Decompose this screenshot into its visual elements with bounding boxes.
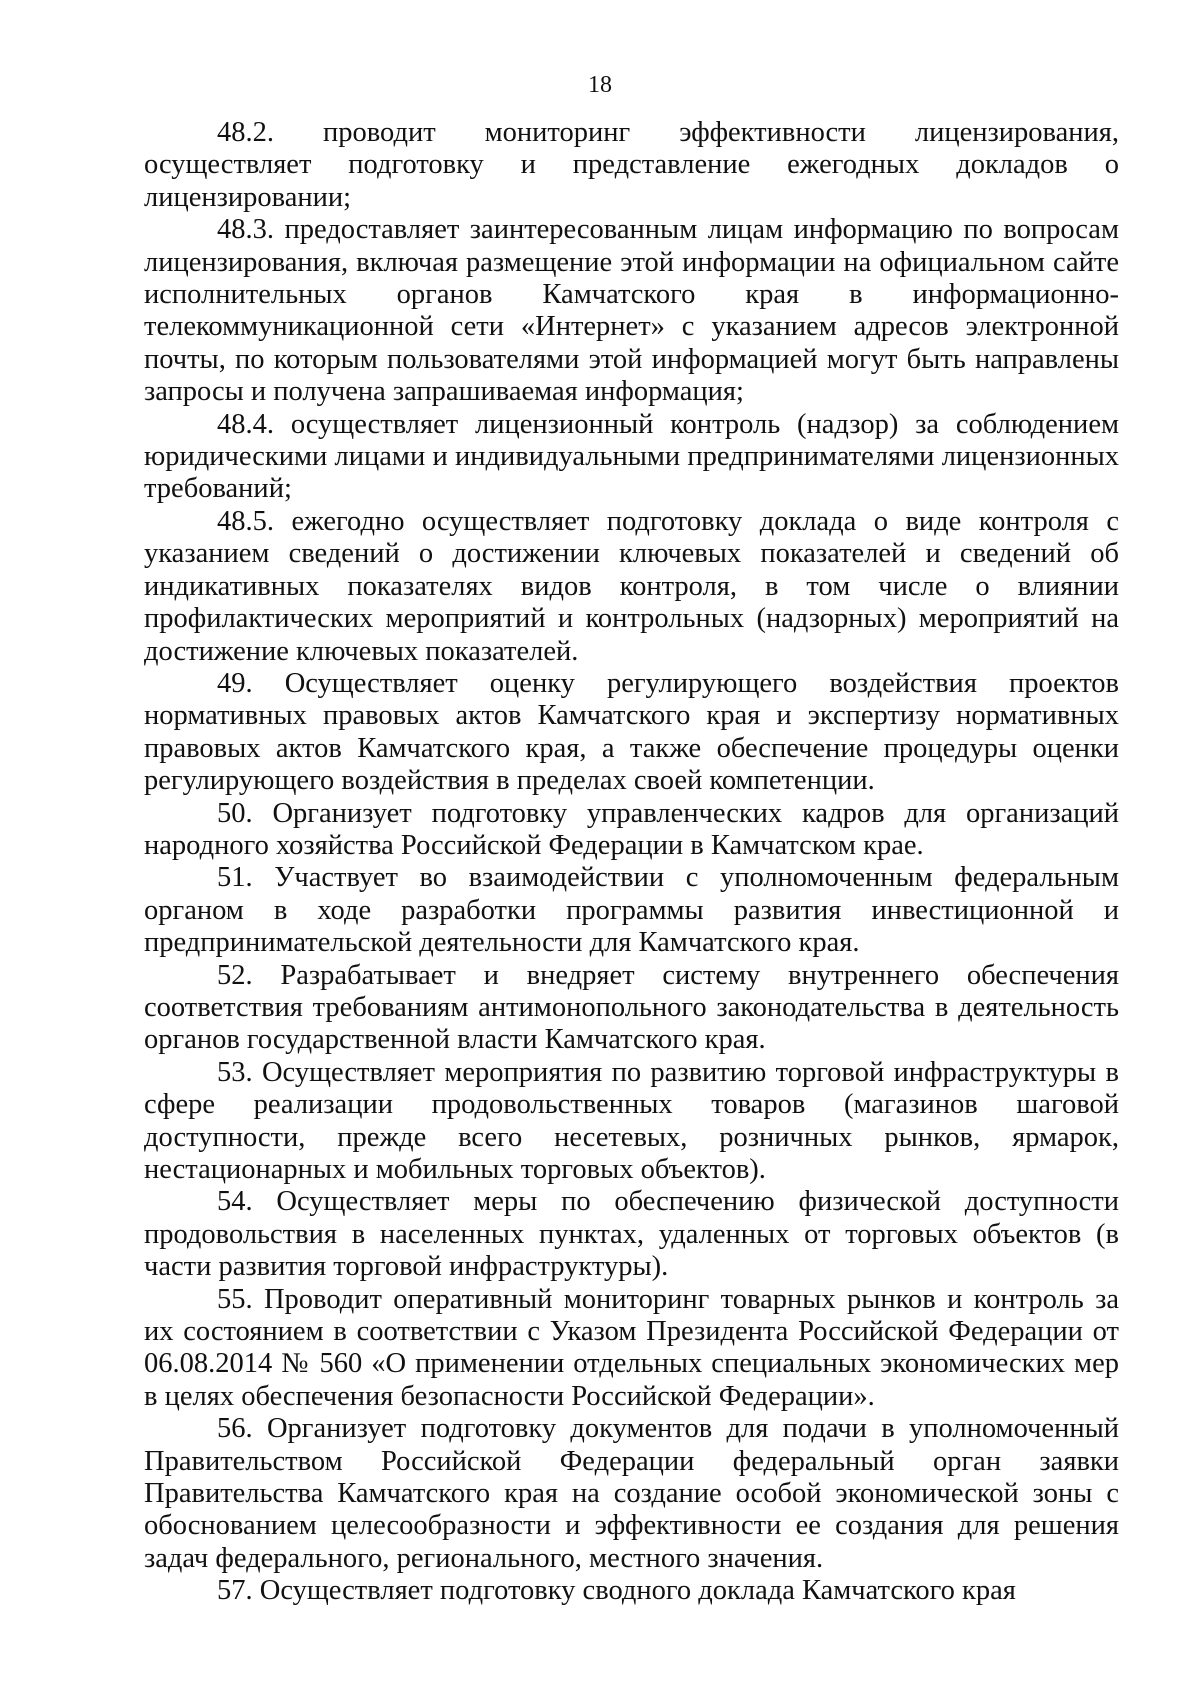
paragraph-53: 53. Осуществляет мероприятия по развитию торговой инфраструктуры в сфере реализации продовольственных товаров (магазинов шаговой доступности, прежде всего несетевых, розничных рынков, ярмарок, нестационарных и мобильных торговых объектов). [144,1056,1119,1185]
paragraph-48-4: 48.4. осуществляет лицензионный контроль (надзор) за соблюдением юридическими лицами и индивидуальными предпринимателями лицензионных требований; [144,408,1119,505]
page-number: 18 [588,72,612,98]
paragraph-48-3: 48.3. предоставляет заинтересованным лицам информацию по вопросам лицензирования, включая размещение этой информации на официальном сайте исполнительных органов Камчатского края в информационно-телекоммуникационной сети «Интернет» с указанием адресов электронной почты, по которым пользователями этой информацией могут быть направлены запросы и получена запрашиваемая информация; [144,214,1119,408]
document-body [144,117,1119,1608]
paragraph-57: 57. Осуществляет подготовку сводного доклада Камчатского края [217,1575,1016,1607]
paragraph-56: 56. Организует подготовку документов для подачи в уполномоченный Правительством Российской Федерации федеральный орган заявки Правительства Камчатского края на создание особой экономической зоны с обоснованием целесообразности и эффективности ее создания для решения задач федерального, регионального, местного значения. [144,1413,1119,1574]
paragraph-50: 50. Организует подготовку управленческих кадров для организаций народного хозяйства Российской Федерации в Камчатском крае. [144,797,1119,861]
paragraph-54: 54. Осуществляет меры по обеспечению физической доступности продовольствия в населенных пунктах, удаленных от торговых объектов (в части развития торговой инфраструктуры). [144,1186,1119,1283]
paragraph-55: 55. Проводит оперативный мониторинг товарных рынков и контроль за их состоянием в соответствии с Указом Президента Российской Федерации от 06.08.2014 № 560 «О применении отдельных специальных экономических мер в целях обеспечения безопасности Российской Федерации». [144,1283,1119,1412]
paragraph-49: 49. Осуществляет оценку регулирующего воздействия проектов нормативных правовых актов Камчатского края и экспертизу нормативных правовых актов Камчатского края, а также обеспечение процедуры оценки регулирующего воздействия в пределах своей компетенции. [144,667,1119,797]
paragraph-48-5: 48.5. ежегодно осуществляет подготовку доклада о виде контроля с указанием сведений о достижении ключевых показателей и сведений об индикативных показателях видов контроля, в том числе о влиянии профилактических мероприятий и контрольных (надзорных) мероприятий на достижение ключевых показателей. [144,505,1119,667]
paragraph-51: 51. Участвует во взаимодействии с уполномоченным федеральным органом в ходе разработки программы развития инвестиционной и предпринимательской деятельности для Камчатского края. [144,862,1119,959]
paragraph-52: 52. Разрабатывает и внедряет систему внутреннего обеспечения соответствия требованиям антимонопольного законодательства в деятельность органов государственной власти Камчатского края. [144,959,1119,1056]
paragraph-48-2: 48.2. проводит мониторинг эффективности лицензирования, осуществляет подготовку и представление ежегодных докладов о лицензировании; [144,117,1119,213]
